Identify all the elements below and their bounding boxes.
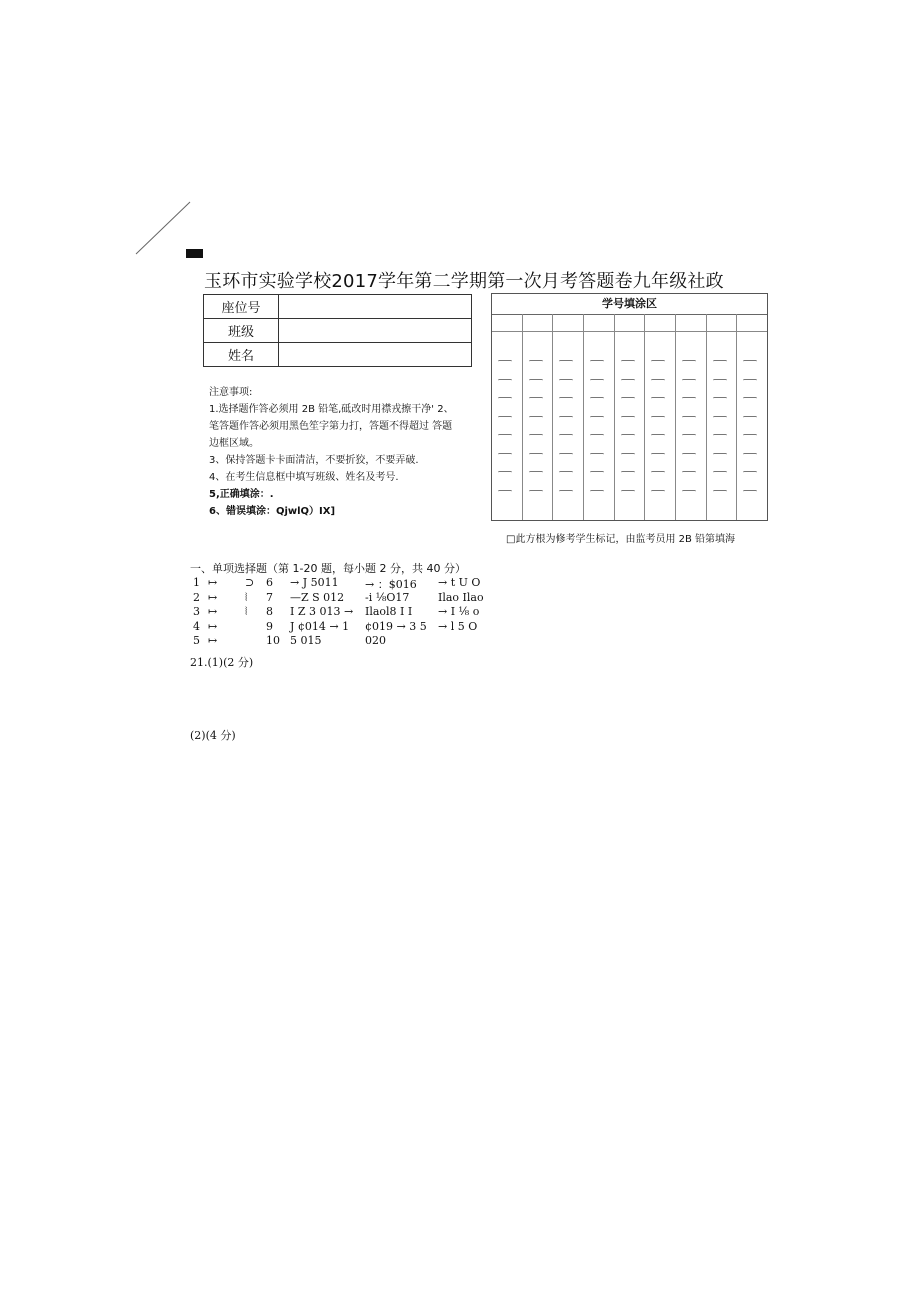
answer-option[interactable]: ⊃: [245, 576, 255, 589]
grid-title: 学号填涂区: [492, 294, 767, 315]
seat-row: [204, 295, 472, 319]
answer-option[interactable]: → t U O: [438, 576, 481, 589]
id-bubble[interactable]: [651, 416, 665, 419]
id-digit-column: [492, 314, 523, 520]
id-bubble[interactable]: [651, 471, 665, 474]
answer-option[interactable]: → J 5011: [290, 576, 339, 589]
id-bubble[interactable]: [590, 434, 604, 437]
id-digit-box[interactable]: [676, 314, 706, 332]
id-bubble[interactable]: [559, 434, 573, 437]
id-bubble[interactable]: [498, 416, 512, 419]
question-number: 1: [193, 576, 200, 589]
answer-option[interactable]: ↦: [208, 576, 218, 589]
id-bubble[interactable]: [682, 360, 696, 363]
id-bubble[interactable]: [621, 434, 635, 437]
id-bubble[interactable]: [713, 379, 727, 382]
answer-option[interactable]: ↦: [208, 590, 218, 604]
id-bubble[interactable]: [713, 416, 727, 419]
name-row: [204, 343, 472, 367]
question-number: 4: [193, 619, 200, 633]
id-bubble[interactable]: [529, 416, 543, 419]
id-bubble[interactable]: [713, 471, 727, 474]
id-bubble[interactable]: [682, 379, 696, 382]
id-digit-column: [615, 314, 646, 520]
answer-row: [190, 576, 510, 591]
answer-option[interactable]: ⦚: [245, 590, 248, 604]
note-line: 6、错误填涂：QjwlQ）IX]: [209, 506, 336, 517]
id-bubble[interactable]: [498, 434, 512, 437]
id-bubble[interactable]: [743, 453, 757, 456]
id-digit-box[interactable]: [737, 314, 767, 332]
id-bubble[interactable]: [590, 453, 604, 456]
id-digit-column: [645, 314, 676, 520]
id-bubble[interactable]: [498, 453, 512, 456]
id-bubble[interactable]: [682, 490, 696, 493]
id-digit-column: [553, 314, 584, 520]
id-bubble[interactable]: [743, 490, 757, 493]
question-21-part1: 21.(1)(2 分): [190, 656, 254, 669]
id-digit-column: [523, 314, 554, 520]
corner-diagonal-mark: [130, 198, 194, 258]
id-bubble[interactable]: [559, 490, 573, 493]
answer-option[interactable]: → I ⅛ o: [438, 605, 480, 618]
answer-option[interactable]: I Z 3 013 →: [290, 605, 354, 618]
id-bubble[interactable]: [621, 379, 635, 382]
id-digit-box[interactable]: [707, 314, 737, 332]
id-bubble[interactable]: [590, 471, 604, 474]
seat-field[interactable]: [279, 295, 472, 319]
note-line: 3、保持答题卡卡面清洁，不要折狡，不要弄破.: [209, 455, 419, 466]
id-bubble[interactable]: [743, 416, 757, 419]
answer-sheet: [190, 576, 510, 649]
answer-option[interactable]: ⦚: [245, 605, 248, 618]
id-bubble[interactable]: [529, 490, 543, 493]
question-number: 2: [193, 590, 200, 604]
instructions: [209, 384, 454, 520]
answer-option[interactable]: J ¢014 → 1: [290, 619, 350, 633]
id-bubble[interactable]: [559, 471, 573, 474]
answer-row: [190, 605, 510, 620]
question-number: 5: [193, 634, 200, 647]
id-bubble[interactable]: [559, 379, 573, 382]
id-bubble[interactable]: [621, 490, 635, 493]
answer-option[interactable]: ¢019 → 3 5: [365, 619, 427, 633]
id-bubble[interactable]: [651, 379, 665, 382]
student-id-grid: [491, 293, 768, 521]
id-bubble[interactable]: [743, 471, 757, 474]
question-21-part2: (2)(4 分): [190, 729, 236, 742]
id-bubble[interactable]: [713, 434, 727, 437]
class-field[interactable]: [279, 319, 472, 343]
id-digit-box[interactable]: [523, 314, 553, 332]
id-bubble[interactable]: [559, 397, 573, 400]
id-bubble[interactable]: [682, 416, 696, 419]
id-bubble[interactable]: [651, 490, 665, 493]
class-row: [204, 319, 472, 343]
answer-row: [190, 634, 510, 649]
id-bubble[interactable]: [713, 360, 727, 363]
id-bubble[interactable]: [529, 434, 543, 437]
id-bubble[interactable]: [682, 397, 696, 400]
id-bubble[interactable]: [743, 434, 757, 437]
id-bubble[interactable]: [621, 360, 635, 363]
grid-columns: [492, 314, 767, 520]
id-digit-box[interactable]: [584, 314, 614, 332]
id-bubble[interactable]: [529, 397, 543, 400]
note-line: 1.选择题作答必须用 2B 铅笔,砥改时用襟戎擦干净' 2、: [209, 404, 454, 415]
notes-heading: 注意事项:: [209, 387, 253, 398]
question-number: 10: [266, 634, 280, 647]
note-line: 4、在考生信息框中填写班级、姓名及考号.: [209, 472, 399, 483]
id-bubble[interactable]: [559, 360, 573, 363]
id-digit-box[interactable]: [615, 314, 645, 332]
id-bubble[interactable]: [498, 379, 512, 382]
id-bubble[interactable]: [590, 379, 604, 382]
id-bubble[interactable]: [682, 453, 696, 456]
id-bubble[interactable]: [498, 360, 512, 363]
id-digit-column: [737, 314, 767, 520]
question-number: 6: [266, 576, 273, 589]
id-bubble[interactable]: [621, 471, 635, 474]
id-bubble[interactable]: [713, 453, 727, 456]
note-line: 边框区域。: [209, 438, 259, 449]
id-bubble[interactable]: [682, 434, 696, 437]
name-field[interactable]: [279, 343, 472, 367]
id-digit-box[interactable]: [553, 314, 583, 332]
id-bubble[interactable]: [621, 416, 635, 419]
answer-option[interactable]: ↦: [208, 619, 218, 633]
section-heading: 一、单项选择题（第 1-20 题，每小题 2 分，共 40 分）: [190, 562, 466, 575]
alignment-mark: [186, 249, 203, 258]
answer-option[interactable]: Ilao Ilao: [438, 590, 484, 604]
class-label: 班级: [204, 319, 279, 343]
id-bubble[interactable]: [498, 471, 512, 474]
answer-option[interactable]: -i ⅛O17: [365, 590, 410, 604]
id-bubble[interactable]: [743, 360, 757, 363]
id-bubble[interactable]: [529, 379, 543, 382]
id-bubble[interactable]: [621, 397, 635, 400]
answer-option[interactable]: —Z S 012: [290, 590, 345, 604]
id-bubble[interactable]: [590, 397, 604, 400]
answer-option[interactable]: ↦: [208, 634, 218, 647]
seat-label: 座位号: [204, 295, 279, 319]
id-bubble[interactable]: [651, 453, 665, 456]
student-info-table: [203, 294, 472, 367]
id-digit-column: [707, 314, 738, 520]
id-bubble[interactable]: [529, 360, 543, 363]
id-bubble[interactable]: [621, 453, 635, 456]
answer-option[interactable]: Ilaol8 I I: [365, 605, 413, 618]
id-bubble[interactable]: [498, 490, 512, 493]
id-bubble[interactable]: [682, 471, 696, 474]
id-bubble[interactable]: [651, 397, 665, 400]
id-digit-column: [584, 314, 615, 520]
answer-option[interactable]: 5 015: [290, 634, 322, 647]
id-bubble[interactable]: [590, 416, 604, 419]
answer-option[interactable]: → ：$016: [365, 578, 417, 591]
answer-option[interactable]: → l 5 O: [438, 619, 478, 633]
id-bubble[interactable]: [651, 360, 665, 363]
id-digit-column: [676, 314, 707, 520]
id-bubble[interactable]: [498, 397, 512, 400]
question-number: 3: [193, 605, 200, 618]
note-line: 5,正确填涂：.: [209, 489, 274, 500]
page-title: 玉环市实验学校2017学年第二学期第一次月考答题卷九年级社政: [204, 271, 724, 292]
answer-row: [190, 591, 510, 606]
question-number: 8: [266, 605, 273, 618]
id-bubble[interactable]: [529, 471, 543, 474]
id-digit-box[interactable]: [492, 314, 522, 332]
id-bubble[interactable]: [590, 360, 604, 363]
id-bubble[interactable]: [743, 379, 757, 382]
id-bubble[interactable]: [559, 453, 573, 456]
id-bubble[interactable]: [590, 490, 604, 493]
answer-option[interactable]: 020: [365, 634, 386, 647]
id-bubble[interactable]: [713, 490, 727, 493]
id-bubble[interactable]: [529, 453, 543, 456]
grid-note: □此方根为修考学生标记，由监考员用 2B 铅第填海: [506, 534, 736, 545]
answer-option[interactable]: ↦: [208, 605, 218, 618]
answer-row: [190, 620, 510, 635]
id-bubble[interactable]: [651, 434, 665, 437]
id-digit-box[interactable]: [645, 314, 675, 332]
id-bubble[interactable]: [559, 416, 573, 419]
id-bubble[interactable]: [713, 397, 727, 400]
question-number: 9: [266, 619, 273, 633]
question-number: 7: [266, 590, 273, 604]
note-line: 笔答题作答必须用黑色笙字第力打，答题不得超过 答题: [209, 421, 453, 432]
name-label: 姓名: [204, 343, 279, 367]
id-bubble[interactable]: [743, 397, 757, 400]
